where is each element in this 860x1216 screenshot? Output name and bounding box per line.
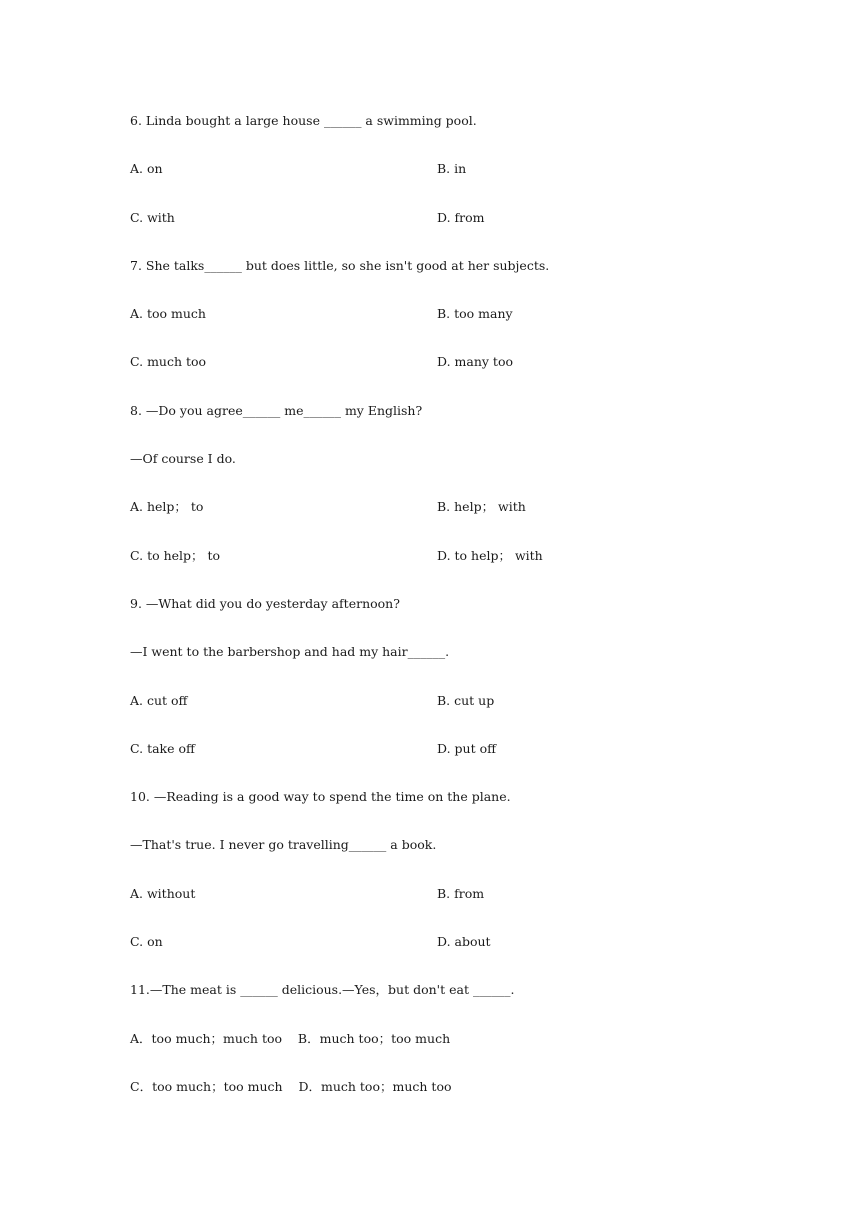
question-6-stem: 6. Linda bought a large house ______ a swimming pool. [130,113,477,128]
question-8-option-b: B. help； with [437,499,526,515]
question-9-options-row-2 [130,740,730,788]
question-6-option-d: D. from [437,209,485,225]
question-8-option-a: A. help； to [130,499,204,515]
question-10-option-d: D. about [437,934,491,950]
question-7-options-row-1 [130,305,730,353]
question-8-option-c: C. to help； to [130,547,221,563]
question-9-stem: 9. —What did you do yesterday afternoon? [130,595,400,611]
question-8-stem: 8. —Do you agree______ me______ my English? [130,402,423,418]
question-10-options-row-1 [130,885,730,933]
question-11-options-line-2: C．too much；too much D．much too；much too [130,1078,452,1094]
question-11-stem: 11.—The meat is ______ delicious.—Yes，but don't eat ______. [130,982,515,998]
question-8-options-row-2 [130,547,730,595]
worksheet-page [130,112,730,1126]
question-6-options-row-2 [130,209,730,257]
question-7-option-b: B. too many [437,306,513,322]
question-6-option-a: A. on [130,161,163,177]
question-10-option-a: A. without [130,885,196,901]
question-9-option-b: B. cut up [437,692,495,708]
question-7-option-a: A. too much [130,306,206,322]
question-9-option-a: A. cut off [130,692,188,708]
question-11-options-line-1: A．too much；much too B．much too；too much [130,1030,451,1046]
question-6-option-c: C. with [130,209,175,225]
question-9-option-d: D. put off [437,740,496,756]
question-8-option-d: D. to help； with [437,547,543,563]
question-7-stem: 7. She talks______ but does little, so she isn't good at her subjects. [130,257,550,273]
question-9-reply: —I went to the barbershop and had my hair______. [130,644,450,660]
question-7-options-row-2 [130,353,730,401]
question-9-option-c: C. take off [130,740,195,756]
question-6-options-row-1 [130,160,730,208]
question-8-reply: —Of course I do. [130,451,236,467]
question-8-options-row-1 [130,498,730,546]
question-10-option-b: B. from [437,885,485,901]
question-7-option-c: C. much too [130,354,207,370]
question-6-option-b: B. in [437,161,467,177]
question-10-stem: 10. —Reading is a good way to spend the time on the plane. [130,789,511,805]
question-10-option-c: C. on [130,934,163,950]
question-10-options-row-2 [130,933,730,981]
question-7-option-d: D. many too [437,354,513,370]
question-10-reply: —That's true. I never go travelling______ a book. [130,837,437,853]
question-9-options-row-1 [130,692,730,740]
